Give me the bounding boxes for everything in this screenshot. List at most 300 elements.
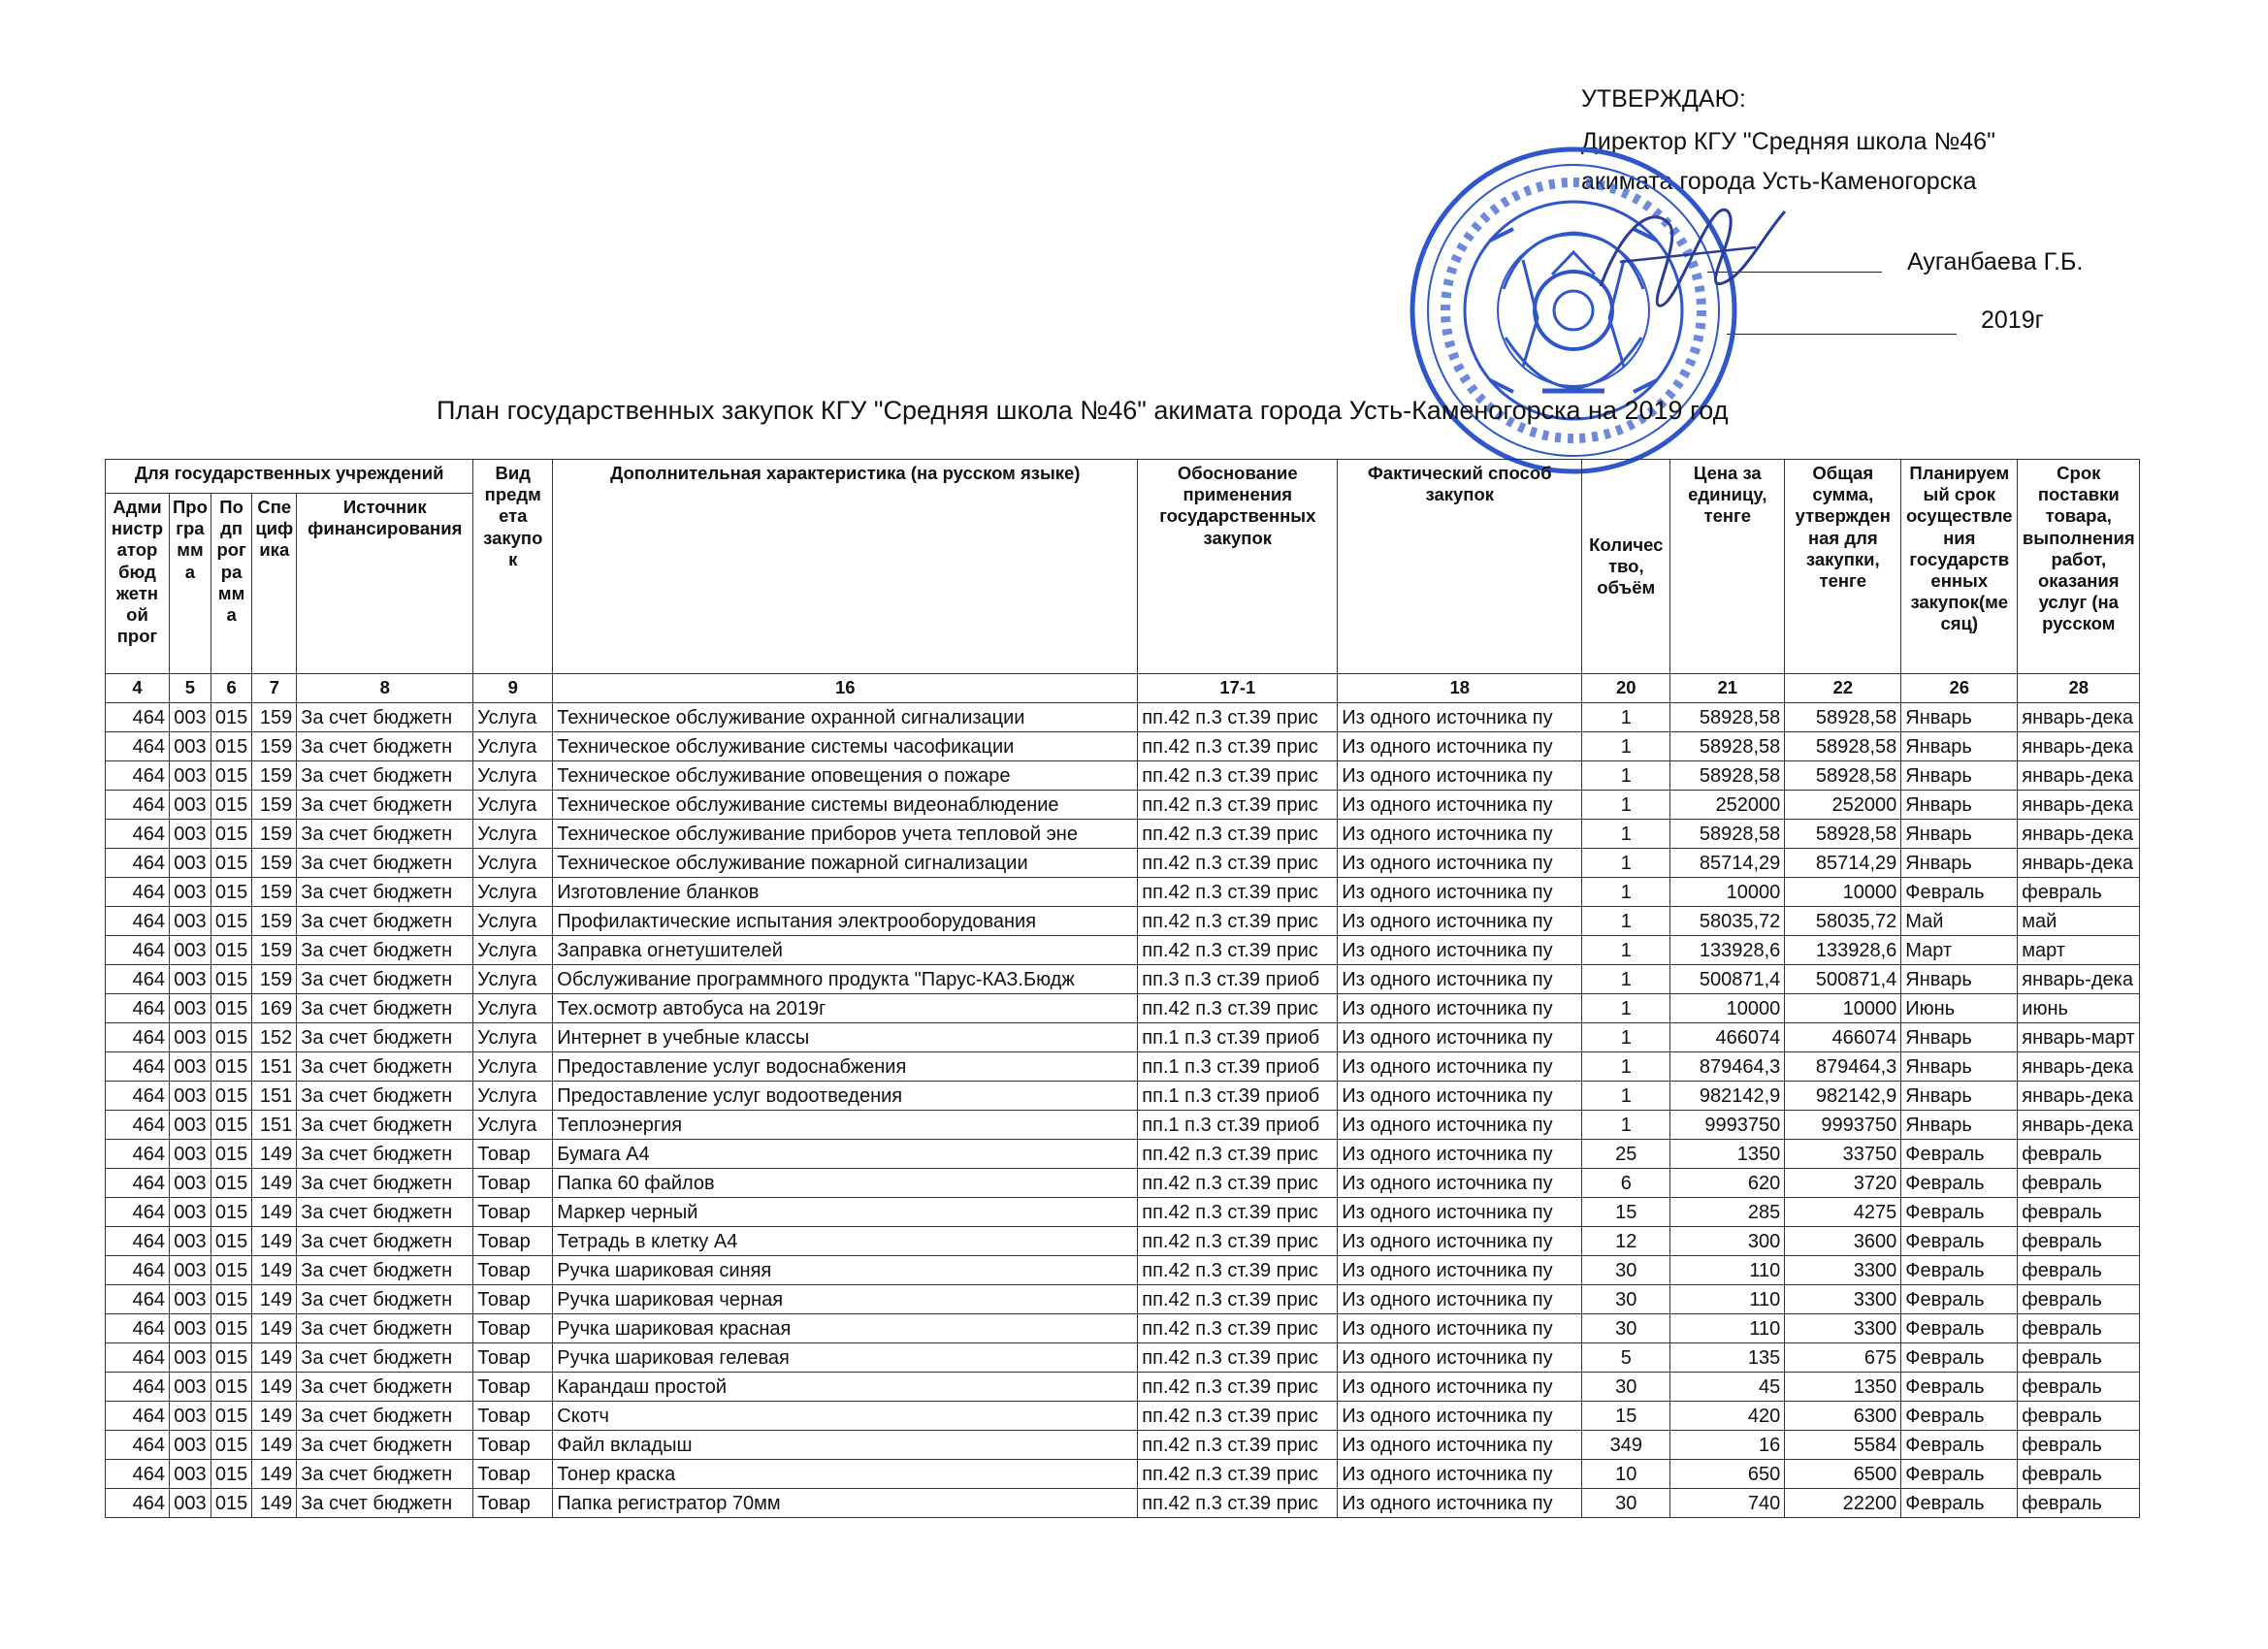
admin-cell: 464 xyxy=(106,1460,170,1489)
characteristic-cell: Обслуживание программного продукта "Парус-КАЗ.Бюдж xyxy=(553,965,1138,994)
quantity-cell: 30 xyxy=(1582,1373,1670,1402)
method-cell: Из одного источника пу xyxy=(1338,994,1582,1023)
justification-cell: пп.42 п.3 ст.39 прис xyxy=(1138,1140,1338,1169)
subprogram-cell: 015 xyxy=(211,1023,251,1052)
delivery-cell: февраль xyxy=(2018,1489,2140,1518)
header-group-institutions: Для государственных учреждений xyxy=(106,460,473,494)
source-cell: За счет бюджетн xyxy=(297,703,473,732)
quantity-cell: 1 xyxy=(1582,936,1670,965)
table-row xyxy=(106,703,2140,732)
specific-cell: 159 xyxy=(252,703,297,732)
source-cell: За счет бюджетн xyxy=(297,1460,473,1489)
delivery-cell: февраль xyxy=(2018,878,2140,907)
subprogram-cell: 015 xyxy=(211,1052,251,1082)
column-number: 18 xyxy=(1338,674,1582,703)
admin-cell: 464 xyxy=(106,820,170,849)
program-cell: 003 xyxy=(170,732,211,761)
planned-period-cell: Январь xyxy=(1901,1023,2018,1052)
program-cell: 003 xyxy=(170,1285,211,1314)
delivery-cell: январь-дека xyxy=(2018,965,2140,994)
subprogram-cell: 015 xyxy=(211,1285,251,1314)
method-cell: Из одного источника пу xyxy=(1338,1082,1582,1111)
method-cell: Из одного источника пу xyxy=(1338,820,1582,849)
admin-cell: 464 xyxy=(106,994,170,1023)
total-cell: 5584 xyxy=(1785,1431,1901,1460)
method-cell: Из одного источника пу xyxy=(1338,1402,1582,1431)
planned-period-cell: Январь xyxy=(1901,761,2018,791)
source-cell: За счет бюджетн xyxy=(297,1489,473,1518)
method-cell: Из одного источника пу xyxy=(1338,965,1582,994)
subject-type-cell: Товар xyxy=(473,1285,553,1314)
planned-period-cell: Январь xyxy=(1901,1082,2018,1111)
specific-cell: 149 xyxy=(252,1373,297,1402)
justification-cell: пп.42 п.3 ст.39 прис xyxy=(1138,1227,1338,1256)
source-cell: За счет бюджетн xyxy=(297,1256,473,1285)
subprogram-cell: 015 xyxy=(211,1314,251,1343)
total-cell: 10000 xyxy=(1785,994,1901,1023)
planned-period-cell: Январь xyxy=(1901,703,2018,732)
total-cell: 58928,58 xyxy=(1785,761,1901,791)
delivery-cell: январь-дека xyxy=(2018,1082,2140,1111)
subject-type-cell: Товар xyxy=(473,1227,553,1256)
program-cell: 003 xyxy=(170,703,211,732)
planned-period-cell: Февраль xyxy=(1901,878,2018,907)
admin-cell: 464 xyxy=(106,703,170,732)
column-number: 6 xyxy=(211,674,251,703)
subject-type-cell: Товар xyxy=(473,1460,553,1489)
program-cell: 003 xyxy=(170,761,211,791)
approval-year: 2019г xyxy=(1981,307,2044,334)
header-quantity: Количес тво, объём xyxy=(1582,460,1670,674)
quantity-cell: 6 xyxy=(1582,1169,1670,1198)
price-cell: 110 xyxy=(1670,1256,1785,1285)
table-row xyxy=(106,1343,2140,1373)
column-number-row xyxy=(106,674,2140,703)
method-cell: Из одного источника пу xyxy=(1338,1198,1582,1227)
planned-period-cell: Февраль xyxy=(1901,1431,2018,1460)
column-number: 9 xyxy=(473,674,553,703)
specific-cell: 151 xyxy=(252,1052,297,1082)
quantity-cell: 1 xyxy=(1582,1023,1670,1052)
total-cell: 33750 xyxy=(1785,1140,1901,1169)
specific-cell: 149 xyxy=(252,1489,297,1518)
price-cell: 58928,58 xyxy=(1670,761,1785,791)
subprogram-cell: 015 xyxy=(211,732,251,761)
quantity-cell: 1 xyxy=(1582,761,1670,791)
date-line xyxy=(1727,334,1957,335)
delivery-cell: февраль xyxy=(2018,1169,2140,1198)
source-cell: За счет бюджетн xyxy=(297,1052,473,1082)
subject-type-cell: Товар xyxy=(473,1140,553,1169)
justification-cell: пп.42 п.3 ст.39 прис xyxy=(1138,732,1338,761)
method-cell: Из одного источника пу xyxy=(1338,1373,1582,1402)
admin-cell: 464 xyxy=(106,1227,170,1256)
method-cell: Из одного источника пу xyxy=(1338,1314,1582,1343)
specific-cell: 149 xyxy=(252,1227,297,1256)
justification-cell: пп.1 п.3 ст.39 приоб xyxy=(1138,1111,1338,1140)
quantity-cell: 30 xyxy=(1582,1314,1670,1343)
source-cell: За счет бюджетн xyxy=(297,1111,473,1140)
program-cell: 003 xyxy=(170,791,211,820)
price-cell: 45 xyxy=(1670,1373,1785,1402)
total-cell: 500871,4 xyxy=(1785,965,1901,994)
quantity-cell: 30 xyxy=(1582,1256,1670,1285)
source-cell: За счет бюджетн xyxy=(297,1314,473,1343)
total-cell: 1350 xyxy=(1785,1373,1901,1402)
delivery-cell: январь-март xyxy=(2018,1023,2140,1052)
table-row xyxy=(106,1052,2140,1082)
price-cell: 879464,3 xyxy=(1670,1052,1785,1082)
quantity-cell: 1 xyxy=(1582,732,1670,761)
quantity-cell: 15 xyxy=(1582,1198,1670,1227)
justification-cell: пп.42 п.3 ст.39 прис xyxy=(1138,1314,1338,1343)
subject-type-cell: Товар xyxy=(473,1198,553,1227)
justification-cell: пп.42 п.3 ст.39 прис xyxy=(1138,849,1338,878)
specific-cell: 149 xyxy=(252,1431,297,1460)
program-cell: 003 xyxy=(170,1256,211,1285)
delivery-cell: февраль xyxy=(2018,1198,2140,1227)
subprogram-cell: 015 xyxy=(211,1460,251,1489)
source-cell: За счет бюджетн xyxy=(297,965,473,994)
subprogram-cell: 015 xyxy=(211,1227,251,1256)
price-cell: 58035,72 xyxy=(1670,907,1785,936)
price-cell: 110 xyxy=(1670,1285,1785,1314)
total-cell: 10000 xyxy=(1785,878,1901,907)
characteristic-cell: Предоставление услуг водоотведения xyxy=(553,1082,1138,1111)
quantity-cell: 1 xyxy=(1582,849,1670,878)
delivery-cell: январь-дека xyxy=(2018,1052,2140,1082)
justification-cell: пп.1 п.3 ст.39 приоб xyxy=(1138,1082,1338,1111)
justification-cell: пп.42 п.3 ст.39 прис xyxy=(1138,703,1338,732)
planned-period-cell: Февраль xyxy=(1901,1140,2018,1169)
program-cell: 003 xyxy=(170,1111,211,1140)
subprogram-cell: 015 xyxy=(211,820,251,849)
signature-icon xyxy=(1591,194,1795,320)
subject-type-cell: Услуга xyxy=(473,907,553,936)
specific-cell: 149 xyxy=(252,1140,297,1169)
delivery-cell: февраль xyxy=(2018,1343,2140,1373)
justification-cell: пп.42 п.3 ст.39 прис xyxy=(1138,936,1338,965)
price-cell: 133928,6 xyxy=(1670,936,1785,965)
approval-director-line: Директор КГУ "Средняя школа №46" xyxy=(1581,128,1995,155)
source-cell: За счет бюджетн xyxy=(297,1198,473,1227)
characteristic-cell: Тонер краска xyxy=(553,1460,1138,1489)
subject-type-cell: Товар xyxy=(473,1402,553,1431)
program-cell: 003 xyxy=(170,1082,211,1111)
header-characteristic: Дополнительная характеристика (на русском языке) xyxy=(553,460,1138,674)
program-cell: 003 xyxy=(170,936,211,965)
quantity-cell: 5 xyxy=(1582,1343,1670,1373)
admin-cell: 464 xyxy=(106,878,170,907)
quantity-cell: 1 xyxy=(1582,878,1670,907)
admin-cell: 464 xyxy=(106,1023,170,1052)
source-cell: За счет бюджетн xyxy=(297,878,473,907)
delivery-cell: февраль xyxy=(2018,1431,2140,1460)
planned-period-cell: Февраль xyxy=(1901,1489,2018,1518)
specific-cell: 151 xyxy=(252,1082,297,1111)
quantity-cell: 15 xyxy=(1582,1402,1670,1431)
admin-cell: 464 xyxy=(106,1111,170,1140)
admin-cell: 464 xyxy=(106,849,170,878)
method-cell: Из одного источника пу xyxy=(1338,1285,1582,1314)
quantity-cell: 30 xyxy=(1582,1285,1670,1314)
program-cell: 003 xyxy=(170,1489,211,1518)
document-title: План государственных закупок КГУ "Средняя школа №46" акимата города Усть-Каменогорска на 2019 год xyxy=(437,396,1729,425)
subprogram-cell: 015 xyxy=(211,1111,251,1140)
column-number: 28 xyxy=(2018,674,2140,703)
justification-cell: пп.42 п.3 ст.39 прис xyxy=(1138,1402,1338,1431)
subprogram-cell: 015 xyxy=(211,761,251,791)
subject-type-cell: Услуга xyxy=(473,732,553,761)
planned-period-cell: Февраль xyxy=(1901,1227,2018,1256)
admin-cell: 464 xyxy=(106,1198,170,1227)
price-cell: 420 xyxy=(1670,1402,1785,1431)
characteristic-cell: Ручка шариковая синяя xyxy=(553,1256,1138,1285)
source-cell: За счет бюджетн xyxy=(297,936,473,965)
total-cell: 4275 xyxy=(1785,1198,1901,1227)
method-cell: Из одного источника пу xyxy=(1338,791,1582,820)
table-row xyxy=(106,1285,2140,1314)
specific-cell: 159 xyxy=(252,732,297,761)
subject-type-cell: Услуга xyxy=(473,703,553,732)
source-cell: За счет бюджетн xyxy=(297,820,473,849)
planned-period-cell: Январь xyxy=(1901,1052,2018,1082)
admin-cell: 464 xyxy=(106,936,170,965)
admin-cell: 464 xyxy=(106,1314,170,1343)
admin-cell: 464 xyxy=(106,732,170,761)
program-cell: 003 xyxy=(170,1023,211,1052)
subject-type-cell: Услуга xyxy=(473,1111,553,1140)
specific-cell: 149 xyxy=(252,1256,297,1285)
subject-type-cell: Товар xyxy=(473,1343,553,1373)
admin-cell: 464 xyxy=(106,1256,170,1285)
admin-cell: 464 xyxy=(106,1169,170,1198)
delivery-cell: январь-дека xyxy=(2018,791,2140,820)
planned-period-cell: Февраль xyxy=(1901,1169,2018,1198)
subprogram-cell: 015 xyxy=(211,1140,251,1169)
column-number: 4 xyxy=(106,674,170,703)
program-cell: 003 xyxy=(170,1431,211,1460)
program-cell: 003 xyxy=(170,907,211,936)
table-row xyxy=(106,791,2140,820)
column-number: 7 xyxy=(252,674,297,703)
subject-type-cell: Услуга xyxy=(473,936,553,965)
justification-cell: пп.42 п.3 ст.39 прис xyxy=(1138,1431,1338,1460)
subject-type-cell: Услуга xyxy=(473,965,553,994)
quantity-cell: 1 xyxy=(1582,965,1670,994)
characteristic-cell: Тех.осмотр автобуса на 2019г xyxy=(553,994,1138,1023)
approval-heading: УТВЕРЖДАЮ: xyxy=(1581,85,1746,113)
characteristic-cell: Профилактические испытания электрооборудования xyxy=(553,907,1138,936)
total-cell: 675 xyxy=(1785,1343,1901,1373)
table-row xyxy=(106,761,2140,791)
subject-type-cell: Услуга xyxy=(473,1082,553,1111)
program-cell: 003 xyxy=(170,1227,211,1256)
method-cell: Из одного источника пу xyxy=(1338,1140,1582,1169)
header-total: Общая сумма, утвержден ная для закупки, тенге xyxy=(1785,460,1901,674)
total-cell: 252000 xyxy=(1785,791,1901,820)
source-cell: За счет бюджетн xyxy=(297,1227,473,1256)
method-cell: Из одного источника пу xyxy=(1338,907,1582,936)
specific-cell: 149 xyxy=(252,1460,297,1489)
subject-type-cell: Услуга xyxy=(473,1052,553,1082)
justification-cell: пп.42 п.3 ст.39 прис xyxy=(1138,1198,1338,1227)
table-row xyxy=(106,1256,2140,1285)
column-number: 20 xyxy=(1582,674,1670,703)
method-cell: Из одного источника пу xyxy=(1338,1227,1582,1256)
planned-period-cell: Февраль xyxy=(1901,1314,2018,1343)
total-cell: 58035,72 xyxy=(1785,907,1901,936)
characteristic-cell: Техническое обслуживание системы часофикации xyxy=(553,732,1138,761)
program-cell: 003 xyxy=(170,1169,211,1198)
subject-type-cell: Услуга xyxy=(473,994,553,1023)
specific-cell: 169 xyxy=(252,994,297,1023)
specific-cell: 149 xyxy=(252,1198,297,1227)
price-cell: 110 xyxy=(1670,1314,1785,1343)
subprogram-cell: 015 xyxy=(211,994,251,1023)
quantity-cell: 1 xyxy=(1582,1082,1670,1111)
price-cell: 135 xyxy=(1670,1343,1785,1373)
total-cell: 3720 xyxy=(1785,1169,1901,1198)
subprogram-cell: 015 xyxy=(211,1373,251,1402)
delivery-cell: февраль xyxy=(2018,1256,2140,1285)
characteristic-cell: Файл вкладыш xyxy=(553,1431,1138,1460)
planned-period-cell: Январь xyxy=(1901,820,2018,849)
specific-cell: 159 xyxy=(252,907,297,936)
justification-cell: пп.42 п.3 ст.39 прис xyxy=(1138,1285,1338,1314)
admin-cell: 464 xyxy=(106,1373,170,1402)
source-cell: За счет бюджетн xyxy=(297,1023,473,1052)
justification-cell: пп.42 п.3 ст.39 прис xyxy=(1138,1256,1338,1285)
characteristic-cell: Бумага А4 xyxy=(553,1140,1138,1169)
subprogram-cell: 015 xyxy=(211,703,251,732)
specific-cell: 149 xyxy=(252,1402,297,1431)
quantity-cell: 1 xyxy=(1582,703,1670,732)
delivery-cell: февраль xyxy=(2018,1460,2140,1489)
price-cell: 1350 xyxy=(1670,1140,1785,1169)
subject-type-cell: Товар xyxy=(473,1314,553,1343)
method-cell: Из одного источника пу xyxy=(1338,1489,1582,1518)
method-cell: Из одного источника пу xyxy=(1338,703,1582,732)
quantity-cell: 1 xyxy=(1582,791,1670,820)
subject-type-cell: Услуга xyxy=(473,791,553,820)
specific-cell: 149 xyxy=(252,1285,297,1314)
justification-cell: пп.42 п.3 ст.39 прис xyxy=(1138,1373,1338,1402)
total-cell: 133928,6 xyxy=(1785,936,1901,965)
table-row xyxy=(106,907,2140,936)
header-price: Цена за единицу, тенге xyxy=(1670,460,1785,674)
subject-type-cell: Товар xyxy=(473,1373,553,1402)
characteristic-cell: Предоставление услуг водоснабжения xyxy=(553,1052,1138,1082)
total-cell: 879464,3 xyxy=(1785,1052,1901,1082)
program-cell: 003 xyxy=(170,820,211,849)
planned-period-cell: Январь xyxy=(1901,849,2018,878)
header-subject-type: Вид предм ета закупо к xyxy=(473,460,553,674)
price-cell: 85714,29 xyxy=(1670,849,1785,878)
table-row xyxy=(106,1402,2140,1431)
source-cell: За счет бюджетн xyxy=(297,1082,473,1111)
source-cell: За счет бюджетн xyxy=(297,732,473,761)
admin-cell: 464 xyxy=(106,1052,170,1082)
characteristic-cell: Техническое обслуживание приборов учета тепловой эне xyxy=(553,820,1138,849)
header-method: Фактический способ закупок xyxy=(1338,460,1582,674)
quantity-cell: 1 xyxy=(1582,1052,1670,1082)
price-cell: 982142,9 xyxy=(1670,1082,1785,1111)
quantity-cell: 1 xyxy=(1582,820,1670,849)
total-cell: 982142,9 xyxy=(1785,1082,1901,1111)
header-delivery: Срок поставки товара, выполнения работ, оказания услуг (на русском xyxy=(2018,460,2140,674)
planned-period-cell: Январь xyxy=(1901,732,2018,761)
total-cell: 58928,58 xyxy=(1785,820,1901,849)
column-number: 26 xyxy=(1901,674,2018,703)
specific-cell: 159 xyxy=(252,820,297,849)
program-cell: 003 xyxy=(170,849,211,878)
program-cell: 003 xyxy=(170,1373,211,1402)
planned-period-cell: Июнь xyxy=(1901,994,2018,1023)
admin-cell: 464 xyxy=(106,1431,170,1460)
delivery-cell: июнь xyxy=(2018,994,2140,1023)
price-cell: 285 xyxy=(1670,1198,1785,1227)
characteristic-cell: Техническое обслуживание пожарной сигнализации xyxy=(553,849,1138,878)
table-row xyxy=(106,936,2140,965)
table-row xyxy=(106,1460,2140,1489)
total-cell: 3600 xyxy=(1785,1227,1901,1256)
table-row xyxy=(106,1082,2140,1111)
admin-cell: 464 xyxy=(106,965,170,994)
subject-type-cell: Товар xyxy=(473,1169,553,1198)
justification-cell: пп.42 п.3 ст.39 прис xyxy=(1138,791,1338,820)
table-row xyxy=(106,1431,2140,1460)
subject-type-cell: Услуга xyxy=(473,761,553,791)
admin-cell: 464 xyxy=(106,761,170,791)
characteristic-cell: Техническое обслуживание охранной сигнализации xyxy=(553,703,1138,732)
justification-cell: пп.42 п.3 ст.39 прис xyxy=(1138,820,1338,849)
header-subprogram: По дп рог ра мм а xyxy=(211,494,251,674)
source-cell: За счет бюджетн xyxy=(297,1343,473,1373)
subprogram-cell: 015 xyxy=(211,1169,251,1198)
table-row xyxy=(106,1023,2140,1052)
characteristic-cell: Ручка шариковая красная xyxy=(553,1314,1138,1343)
planned-period-cell: Февраль xyxy=(1901,1256,2018,1285)
program-cell: 003 xyxy=(170,1052,211,1082)
subprogram-cell: 015 xyxy=(211,1198,251,1227)
justification-cell: пп.42 п.3 ст.39 прис xyxy=(1138,761,1338,791)
method-cell: Из одного источника пу xyxy=(1338,936,1582,965)
price-cell: 300 xyxy=(1670,1227,1785,1256)
characteristic-cell: Техническое обслуживание системы видеонаблюдение xyxy=(553,791,1138,820)
subject-type-cell: Услуга xyxy=(473,1023,553,1052)
price-cell: 466074 xyxy=(1670,1023,1785,1052)
method-cell: Из одного источника пу xyxy=(1338,1023,1582,1052)
specific-cell: 159 xyxy=(252,791,297,820)
source-cell: За счет бюджетн xyxy=(297,1169,473,1198)
admin-cell: 464 xyxy=(106,1082,170,1111)
source-cell: За счет бюджетн xyxy=(297,1431,473,1460)
program-cell: 003 xyxy=(170,1314,211,1343)
program-cell: 003 xyxy=(170,878,211,907)
price-cell: 500871,4 xyxy=(1670,965,1785,994)
price-cell: 10000 xyxy=(1670,994,1785,1023)
program-cell: 003 xyxy=(170,965,211,994)
quantity-cell: 30 xyxy=(1582,1489,1670,1518)
delivery-cell: январь-дека xyxy=(2018,732,2140,761)
subprogram-cell: 015 xyxy=(211,791,251,820)
characteristic-cell: Ручка шариковая черная xyxy=(553,1285,1138,1314)
approval-akimat-line: акимата города Усть-Каменогорска xyxy=(1581,168,1977,195)
source-cell: За счет бюджетн xyxy=(297,1402,473,1431)
total-cell: 3300 xyxy=(1785,1285,1901,1314)
subprogram-cell: 015 xyxy=(211,1256,251,1285)
